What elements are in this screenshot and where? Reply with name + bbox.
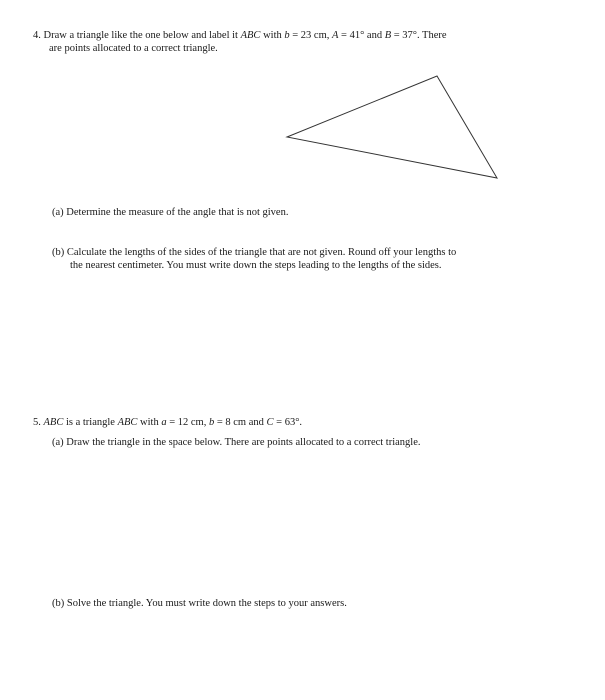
- question-4-line-2: are points allocated to a correct triangle.: [49, 43, 218, 54]
- question-4a: [52, 207, 288, 218]
- question-4a-text: Determine the measure of the angle that is not given.: [66, 207, 289, 218]
- question-5-text-part-4: = 8 cm and: [214, 417, 267, 428]
- triangle-shape: [287, 76, 497, 178]
- q4-b-symbol: b: [284, 30, 290, 41]
- question-5-number: 5.: [33, 417, 41, 428]
- question-5-text-part-3: = 12 cm,: [166, 417, 209, 428]
- question-4b-label: (b): [52, 247, 65, 258]
- q5-C-symbol: C: [266, 417, 274, 428]
- question-5b-text: Solve the triangle. You must write down the steps to your answers.: [66, 598, 347, 609]
- question-4b-text-1: Calculate the lengths of the sides of the triangle that are not given. Round off your lengths to: [66, 247, 457, 258]
- question-4-number: 4.: [33, 30, 41, 41]
- question-4-text-part-4: = 41° and: [338, 30, 385, 41]
- question-4-text-part-2: with: [260, 30, 285, 41]
- q5-b-symbol: b: [208, 417, 215, 428]
- q5-abc-symbol-1: ABC: [43, 417, 64, 428]
- question-4-line-1: [33, 30, 447, 41]
- question-4b-line-2: the nearest centimeter. You must write down the steps leading to the lengths of the sides.: [70, 260, 442, 271]
- q4-A-symbol: A: [332, 30, 339, 41]
- question-5a: [52, 437, 421, 448]
- question-5b: [52, 598, 347, 609]
- question-5-text-part-1: is a triangle: [63, 417, 118, 428]
- question-5-text-part-5: = 63°.: [273, 417, 303, 428]
- question-4-text-part-1: Draw a triangle like the one below and label it: [43, 30, 241, 41]
- question-4-text-part-5: = 37°. There: [391, 30, 447, 41]
- question-5-line-1: [33, 417, 302, 428]
- question-5-text-part-2: with: [137, 417, 162, 428]
- question-5a-text: Draw the triangle in the space below. There are points allocated to a correct triangle.: [66, 437, 421, 448]
- question-5a-label: (a): [52, 437, 64, 448]
- question-5b-label: (b): [52, 598, 65, 609]
- question-4a-label: (a): [52, 207, 64, 218]
- q4-B-symbol: B: [384, 30, 392, 41]
- q5-abc-symbol-2: ABC: [117, 417, 138, 428]
- q5-a-symbol: a: [161, 417, 167, 428]
- question-4-text-part-3: = 23 cm,: [289, 30, 332, 41]
- q4-abc-symbol: ABC: [240, 30, 261, 41]
- question-4b-line-1: [52, 247, 456, 258]
